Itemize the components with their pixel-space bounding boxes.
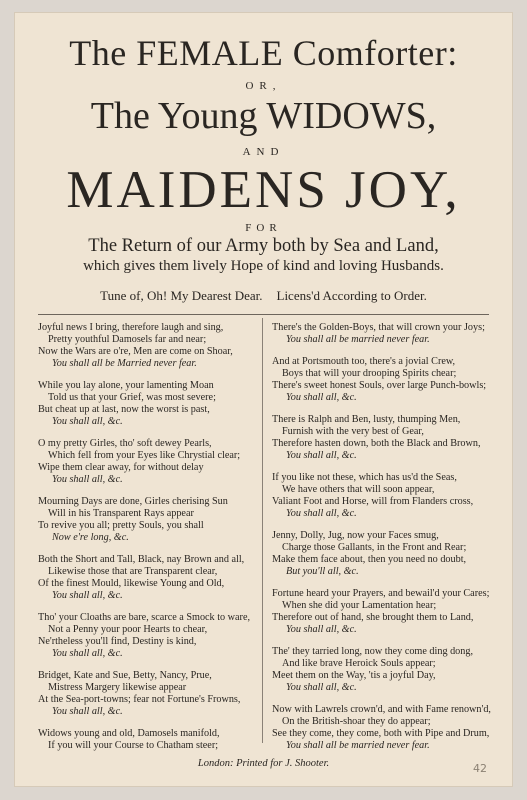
stanza [38, 496, 263, 544]
verse-line: Will in his Transparent Rays appear [48, 508, 194, 519]
verse-line: But you'll all, &c. [286, 566, 359, 577]
verse-line: You shall all be married never fear. [286, 334, 430, 345]
verse-line: There's the Golden-Boys, that will crown your Joys; [272, 322, 485, 333]
verse-line: You shall all, &c. [52, 416, 123, 427]
stanza [272, 414, 497, 462]
and-label: AND [242, 146, 285, 158]
title-line-1: The FEMALE Comforter: [69, 33, 458, 73]
verse-line: Mistress Margery likewise appear [48, 682, 187, 693]
verse-line: Pretty youthful Damosels far and near; [48, 334, 207, 345]
stanza [38, 612, 263, 660]
broadside-sheet [14, 12, 513, 787]
verse-line: You shall all, &c. [52, 648, 123, 659]
verse-line: Widows young and old, Damosels manifold, [38, 728, 220, 739]
verse-line: When she did your Lamentation hear; [282, 600, 437, 611]
verse-line: At the Sea-port-towns; fear not Fortune's Frowns, [38, 694, 241, 705]
verse-line: And like brave Heroick Souls appear; [282, 658, 436, 669]
verse-line: You shall all, &c. [286, 450, 357, 461]
verse-line: Fortune heard your Prayers, and bewail'd your Cares; [272, 588, 490, 599]
left-column [38, 322, 263, 762]
stanza [38, 380, 263, 428]
verse-line: Mourning Days are done, Girles cherising Sun [38, 496, 228, 507]
verse-line: Now e're long, &c. [52, 532, 129, 543]
verse-line: Joyful news I bring, therefore laugh and sing, [38, 322, 224, 333]
stanza [38, 728, 263, 752]
verse-line: And at Portsmouth too, there's a jovial Crew, [272, 356, 456, 367]
stanza [38, 554, 263, 602]
verse-line: You shall all be Married never fear. [52, 358, 197, 369]
verse-line: If you will your Course to Chatham steer; [48, 740, 219, 751]
verse-line: You shall all, &c. [52, 706, 123, 717]
imprint: London: Printed for J. Shooter. [197, 758, 330, 769]
verse-line: There is Ralph and Ben, lusty, thumping Men, [272, 414, 461, 425]
verse-line: Likewise those that are Transparent clear, [48, 566, 218, 577]
license-text: Licens'd According to Order. [276, 288, 427, 303]
tune-line [14, 288, 513, 304]
page-number: 42 [473, 762, 487, 775]
verse-line: Therefore out of hand, she brought them to Land, [272, 612, 474, 623]
stanza [272, 356, 497, 404]
verse-line: Valiant Foot and Horse, will from Flanders cross, [272, 496, 474, 507]
stanza [272, 530, 497, 578]
verse-line: Both the Short and Tall, Black, nay Brown and all, [38, 554, 245, 565]
verse-line: Meet them on the Way, 'tis a joyful Day, [272, 670, 436, 681]
stanza [272, 646, 497, 694]
verse-line: Boys that will your drooping Spirits chear; [282, 368, 457, 379]
verse-line: Now with Lawrels crown'd, and with Fame renown'd, [272, 704, 491, 715]
stanza [272, 704, 497, 752]
right-column [272, 322, 497, 762]
verse-line: Not a Penny your poor Hearts to chear, [48, 624, 208, 635]
verse-line: Of the finest Mould, likewise Young and Old, [38, 578, 225, 589]
for-label: FOR [245, 222, 282, 234]
verse-line: If you like not these, which has us'd the Seas, [272, 472, 457, 483]
verse-line: You shall all, &c. [286, 392, 357, 403]
verse-line: You shall all, &c. [52, 590, 123, 601]
verse-line: Charge those Gallants, in the Front and Rear; [282, 542, 467, 553]
verse-line: There's sweet honest Souls, over large Punch-bowls; [272, 380, 487, 391]
verse-line: O my pretty Girles, tho' soft dewey Pearls, [38, 438, 212, 449]
stanza [272, 322, 497, 346]
verse-line: Told us that your Grief, was most severe; [48, 392, 216, 403]
verse-line: Therefore hasten down, both the Black and Brown, [272, 438, 481, 449]
verse-line: You shall all be married never fear. [286, 740, 430, 751]
verse-line: But cheat up at last, now the worst is past, [38, 404, 210, 415]
verse-line: Bridget, Kate and Sue, Betty, Nancy, Prue, [38, 670, 212, 681]
verse-line: Tho' your Cloaths are bare, scarce a Smock to ware, [38, 612, 251, 623]
verse-line: See they come, they come, both with Pipe and Drum, [272, 728, 490, 739]
subtitle-line-2: which gives them lively Hope of kind and loving Husbands. [83, 258, 444, 274]
stanza [38, 670, 263, 718]
verse-line: Wipe them clear away, for without delay [38, 462, 204, 473]
verse-line: We have others that will soon appear, [282, 484, 435, 495]
verse-line: On the British-shoar they do appear; [282, 716, 431, 727]
verse-line: You shall all, &c. [286, 508, 357, 519]
header-divider [38, 314, 489, 315]
verse-line: While you lay alone, your lamenting Moan [38, 380, 214, 391]
or-label: OR, [245, 80, 282, 92]
verse-line: Furnish with the very best of Gear, [282, 426, 424, 437]
verse-line: Now the Wars are o're, Men are come on Shoar, [38, 346, 233, 357]
stanza [272, 588, 497, 636]
verse-line: Jenny, Dolly, Jug, now your Faces smug, [272, 530, 439, 541]
title-line-3: MAIDENS JOY, [66, 161, 461, 219]
tune-text: Tune of, Oh! My Dearest Dear. [100, 288, 263, 303]
stanza [272, 472, 497, 520]
subtitle-line-1: The Return of our Army both by Sea and Land, [88, 236, 439, 256]
verse-line: Make them face about, then you need no doubt, [272, 554, 467, 565]
stanza [38, 322, 263, 370]
stanza [38, 438, 263, 486]
verse-line: You shall all, &c. [52, 474, 123, 485]
verse-line: The' they tarried long, now they come ding dong, [272, 646, 474, 657]
title-line-2: The Young WIDOWS, [90, 95, 437, 137]
verse-line: You shall all, &c. [286, 624, 357, 635]
verse-line: You shall all, &c. [286, 682, 357, 693]
verse-line: Which fell from your Eyes like Chrystial clear; [48, 450, 241, 461]
verse-line: Ne'rtheless you'll find, Destiny is kind, [38, 636, 197, 647]
verse-line: To revive you all; pretty Souls, you shall [38, 520, 204, 531]
